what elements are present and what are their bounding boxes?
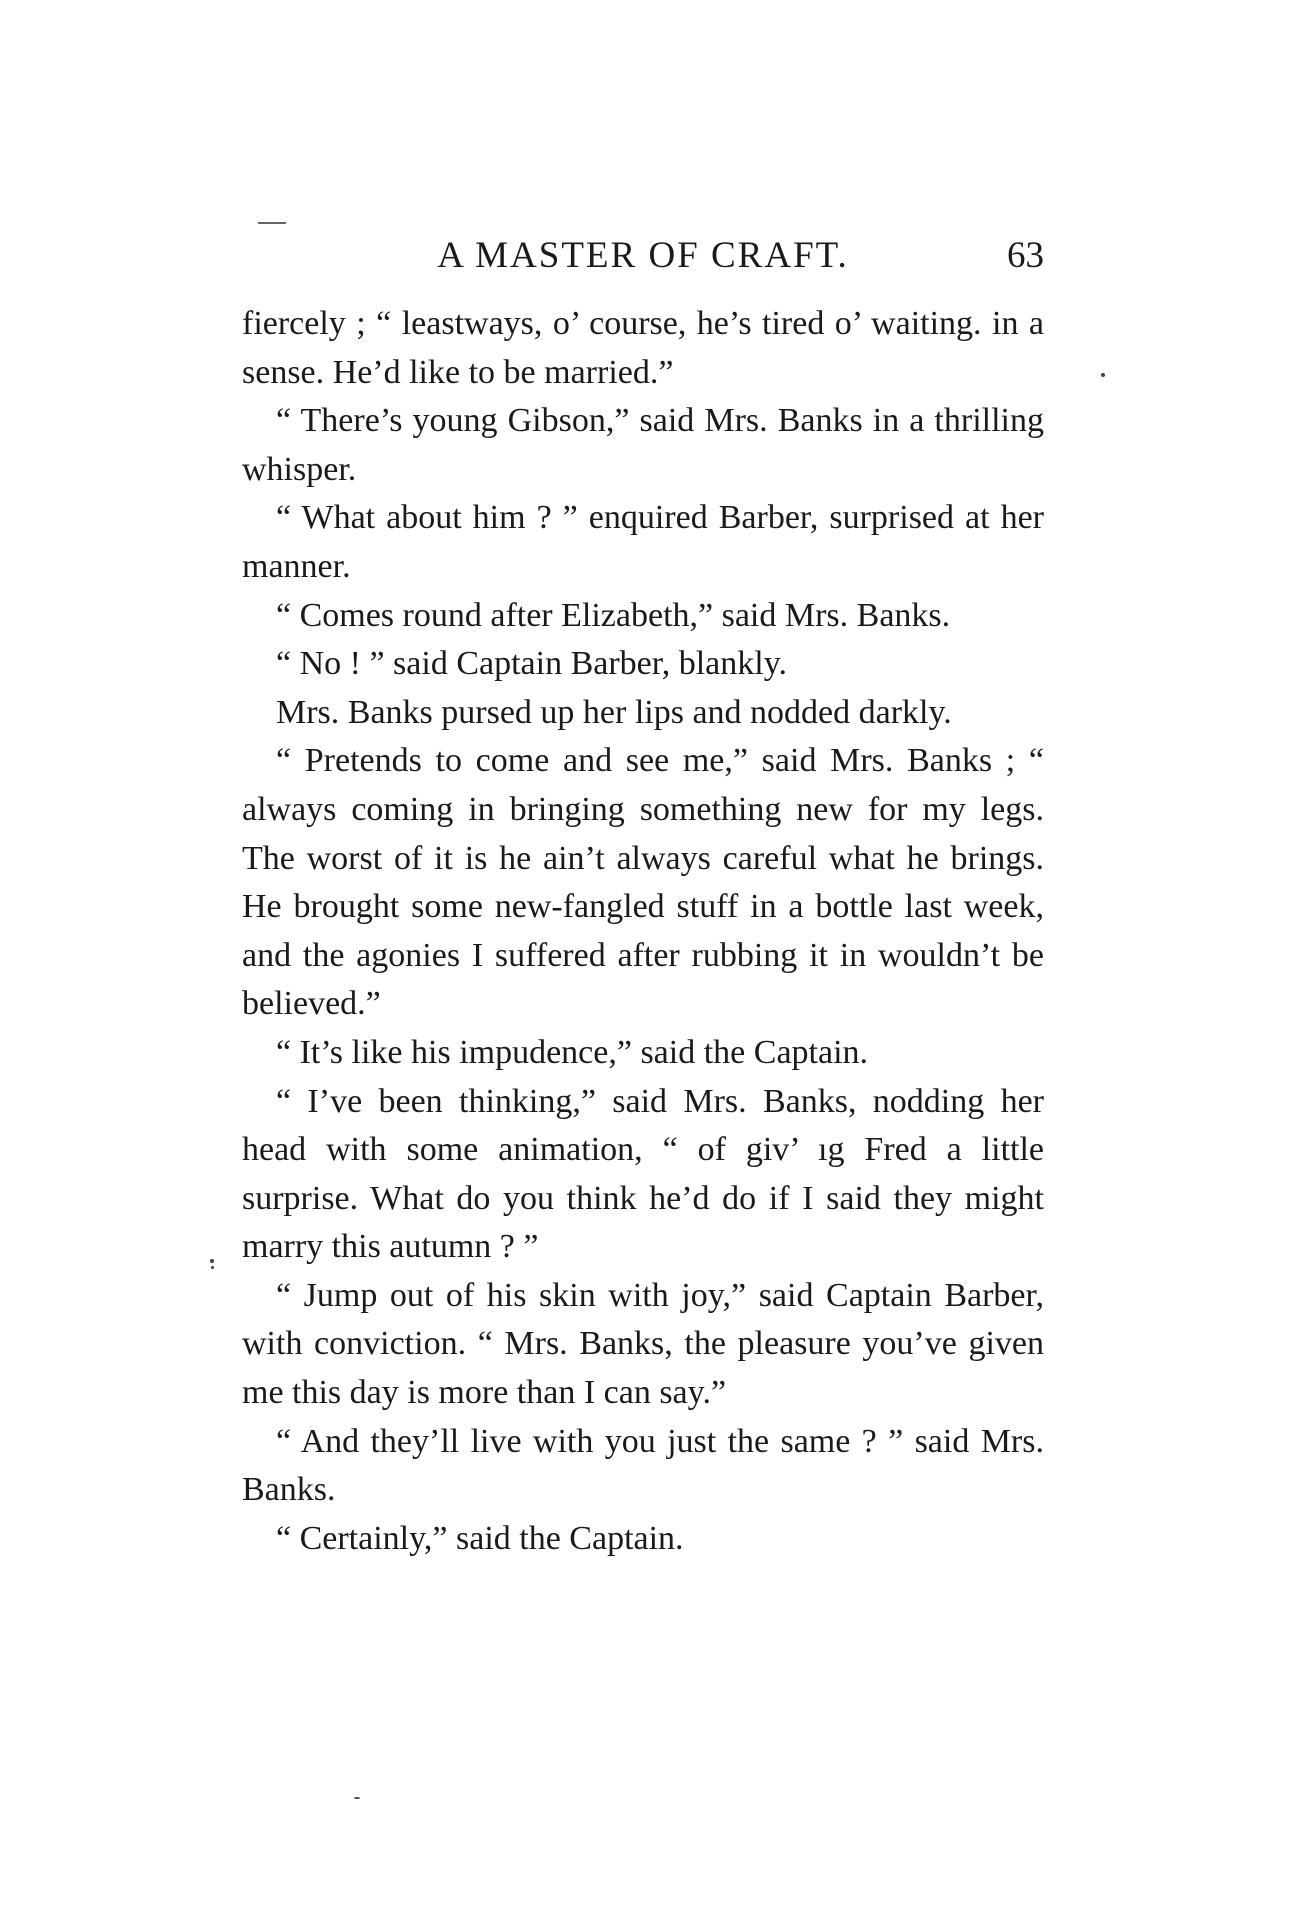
paragraph-9: “ I’ve been thinking,” said Mrs. Banks, nodding her head with some animation, “ of giv’ ıg Fred a little surprise. What do you think he’d do if I said they might marry this autumn ? ”: [242, 1082, 1044, 1266]
ink-speck: [211, 1266, 214, 1269]
paragraph-7: “ Pretends to come and see me,” said Mrs. Banks ; “ always coming in bringing something new for my legs. The worst of it is he ain’t always careful what he brings. He brought some new-fangled stuff in a bottle last week, and the agonies I suffered after rubbing it in wouldn’t be believed.”: [242, 742, 1044, 1023]
body-text: [242, 300, 1044, 1563]
ink-speck: [354, 1797, 360, 1799]
running-title: A MASTER OF CRAFT.: [437, 235, 849, 276]
paragraph-10: “ Jump out of his skin with joy,” said Captain Barber, with conviction. “ Mrs. Banks, the pleasure you’ve given me this day is more than I can say.”: [242, 1276, 1044, 1412]
paragraph-2: “ There’s young Gibson,” said Mrs. Banks in a thrilling whisper.: [242, 402, 1044, 488]
paragraph-11: “ And they’ll live with you just the same ? ” said Mrs. Banks.: [242, 1422, 1044, 1509]
paragraph-3: “ What about him ? ” enquired Barber, surprised at her manner.: [242, 499, 1044, 585]
header-ink-mark: [258, 222, 286, 224]
running-header: [242, 226, 1044, 286]
paragraph-1: fiercely ; “ leastways, o’ course, he’s tired o’ waiting. in a sense. He’d like to be married.”: [242, 305, 1044, 391]
ink-speck: [1101, 373, 1105, 377]
paragraph-5: “ No ! ” said Captain Barber, blankly.: [276, 645, 787, 683]
paragraph-8: “ It’s like his impudence,” said the Captain.: [276, 1033, 869, 1071]
paragraph-12: “ Certainly,” said the Captain.: [276, 1519, 684, 1557]
page-number: 63: [1007, 235, 1044, 276]
paragraph-6: Mrs. Banks pursed up her lips and nodded darkly.: [276, 693, 952, 731]
paragraph-4: “ Comes round after Elizabeth,” said Mrs. Banks.: [276, 596, 951, 634]
ink-speck: [210, 1259, 214, 1263]
